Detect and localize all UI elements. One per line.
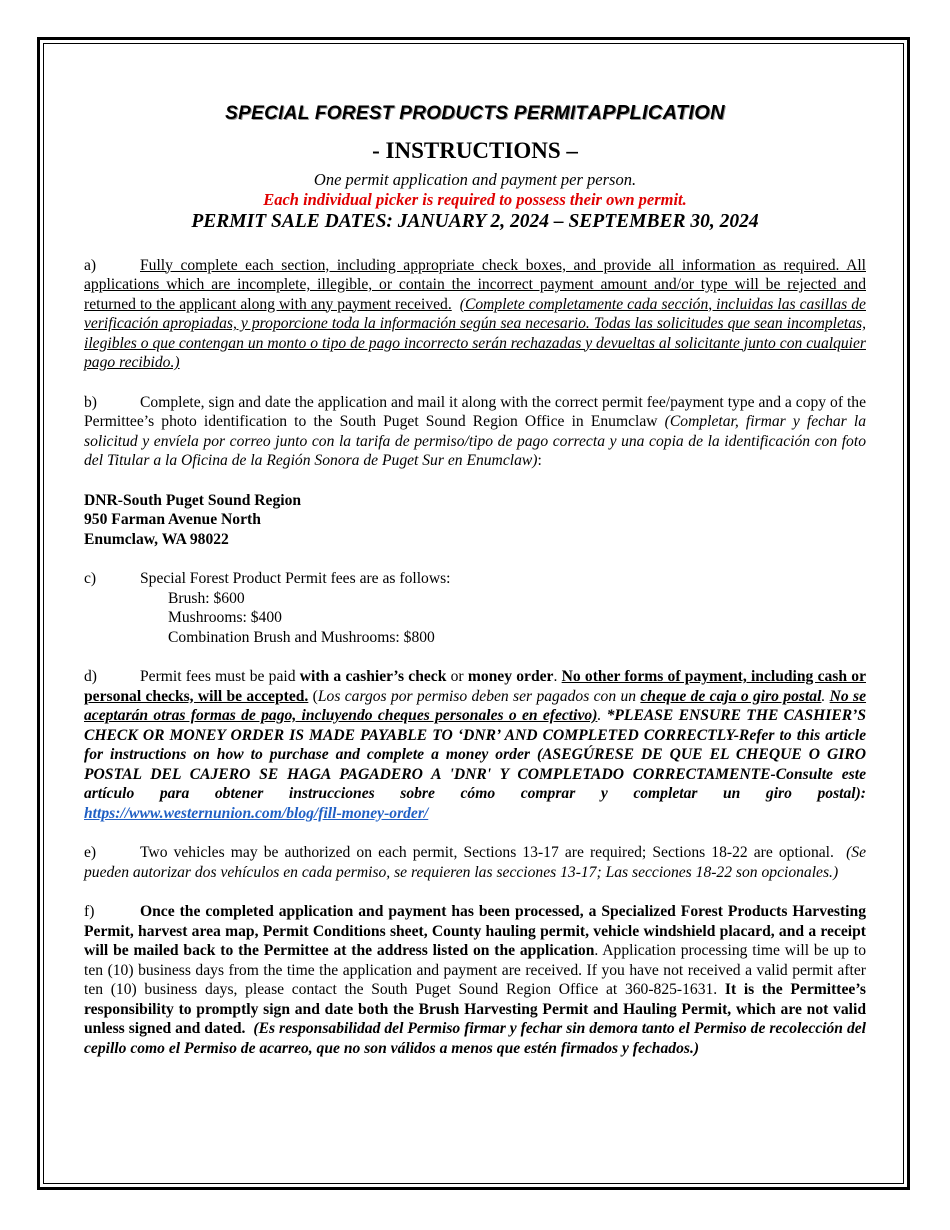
section-d-text-7: ( [308,687,318,705]
fee-combination: Combination Brush and Mushrooms: $800 [168,628,435,646]
section-d-spanish-5: . [597,707,607,724]
section-e-english: Two vehicles may be authorized on each permit, Sections 13-17 are required; Sections 18-22 are optional. [140,844,834,861]
section-f [84,902,866,1058]
fee-list [84,589,866,648]
mailing-address [84,491,866,550]
money-order-link[interactable]: https://www.westernunion.com/blog/fill-money-order/ [84,804,429,822]
section-b-letter: b) [84,393,97,411]
section-e [84,843,866,882]
section-f-plain: . Application processing time will be up to ten (10) business days from the time the application and payment are received. If you have not received a valid permit after ten (10) business days, please contact the South Puget Sound Region Office at 360-825-1631. [84,942,867,998]
title-application: APPLICATION [587,102,725,124]
section-a-spanish: (Complete completamente cada sección, incluidas las casillas de verificación apropiadas, y proporcione toda la información según sea necesario. Todas las solicitudes que sean incompletas, ilegibles o que contengan un monto o tipo de pago incorrecto serán rechazadas y devueltas al solicitante junto con cualquier pago recibido.) [84,295,866,371]
section-c-letter: c) [84,570,97,587]
section-d [84,667,866,823]
cashiers-check-text: with a cashier’s check [299,668,447,685]
picker-permit-note: Each individual picker is required to possess their own permit. [263,189,687,209]
section-b-spanish: (Completar, firmar y fechar la solicitud y envíela por correo junto con la tarifa de permiso/tipo de pago correcta y una copia de la identificación con foto del Titular a la Oficina de la Región Sonora de Puget Sur en Enumclaw) [84,413,866,469]
page-title [84,104,866,124]
section-e-letter: e) [84,844,97,861]
section-d-letter: d) [84,668,97,685]
section-f-letter: f) [84,903,95,920]
section-d-text-1: Permit fees must be paid [140,668,300,685]
section-c [84,569,866,647]
section-f-bold-1: Once the completed application and payment has been processed, a Specialized Forest Products Harvesting Permit, harvest area map, Permit Conditions sheet, County hauling permit, vehicle windshield placard, and a receipt will be mailed back to the Permittee at the address listed on the application [84,903,866,959]
section-a [84,256,866,373]
document-content [84,100,866,1058]
address-line-2: 950 Farman Avenue North [84,511,261,528]
section-d-text-5: . [553,668,562,685]
section-b [84,393,866,471]
section-d-spanish-2: cheque de caja o giro postal [640,687,822,705]
one-permit-note: One permit application and payment per person. [313,169,637,189]
section-d-spanish-3: . [821,687,830,705]
payable-to-dnr-notice: *PLEASE ENSURE THE CASHIER’S CHECK OR MONEY ORDER IS MADE PAYABLE TO ‘DNR’ AND COMPLETED CORRECTLY-Refer to this article for instructions on how to purchase and complete a money order (ASEGÚRESE DE QUE EL CHEQUE O GIRO POSTAL DEL CAJERO SE HAGA PAGADERO A 'DNR' Y COMPLETADO CORRECTAMENTE-Consulte este artículo para obtener instrucciones sobre cómo comprar y completar un giro postal): [84,707,867,802]
section-d-text-3: or [446,668,468,685]
section-a-english: Fully complete each section, including appropriate check boxes, and provide all information as required. All applications which are incomplete, illegible, or contain the incorrect payment amount and/or type will be rejected and returned to the applicant along with any payment received. [84,256,866,313]
title-main: SPECIAL FOREST PRODUCTS PERMIT [225,103,588,124]
section-f-bold-2: It is the Permittee’s responsibility to promptly sign and date both the Brush Harvesting Permit and Hauling Permit, which are not valid unless signed and dated. [84,981,867,1037]
section-d-spanish-4: No se aceptarán otras formas de pago, incluyendo cheques personales o en efectivo) [84,687,867,724]
section-b-colon: : [537,452,542,469]
instructions-heading: - INSTRUCTIONS – [372,137,578,163]
address-line-3: Enumclaw, WA 98022 [84,530,229,548]
fee-mushrooms: Mushrooms: $400 [168,609,282,626]
section-e-spanish: (Se pueden autorizar dos vehículos en cada permiso, se requieren las secciones 13-17; Las secciones 18-22 son opcionales.) [84,844,867,881]
money-order-text: money order [467,668,554,685]
address-line-1: DNR-South Puget Sound Region [84,491,302,509]
section-a-letter: a) [84,256,97,274]
section-d-spanish-1: Los cargos por permiso deben ser pagados con un [317,687,641,705]
section-b-english: Complete, sign and date the application and mail it along with the correct permit fee/payment type and a copy of the Permittee’s photo identification to the South Puget Sound Region Office in Enumclaw [84,393,866,430]
section-f-spanish: (Es responsabilidad del Permiso firmar y fechar sin demora tanto el Permiso de recolección del cepillo como el Permiso de acarreo, que no son válidos a menos que estén firmados y fechados.) [84,1020,866,1057]
permit-sale-dates: PERMIT SALE DATES: JANUARY 2, 2024 – SEPTEMBER 30, 2024 [191,210,759,232]
no-other-payment-text: No other forms of payment, including cash or personal checks, will be accepted. [84,668,866,705]
section-c-text: Special Forest Product Permit fees are as follows: [140,570,451,587]
fee-brush: Brush: $600 [168,589,245,607]
